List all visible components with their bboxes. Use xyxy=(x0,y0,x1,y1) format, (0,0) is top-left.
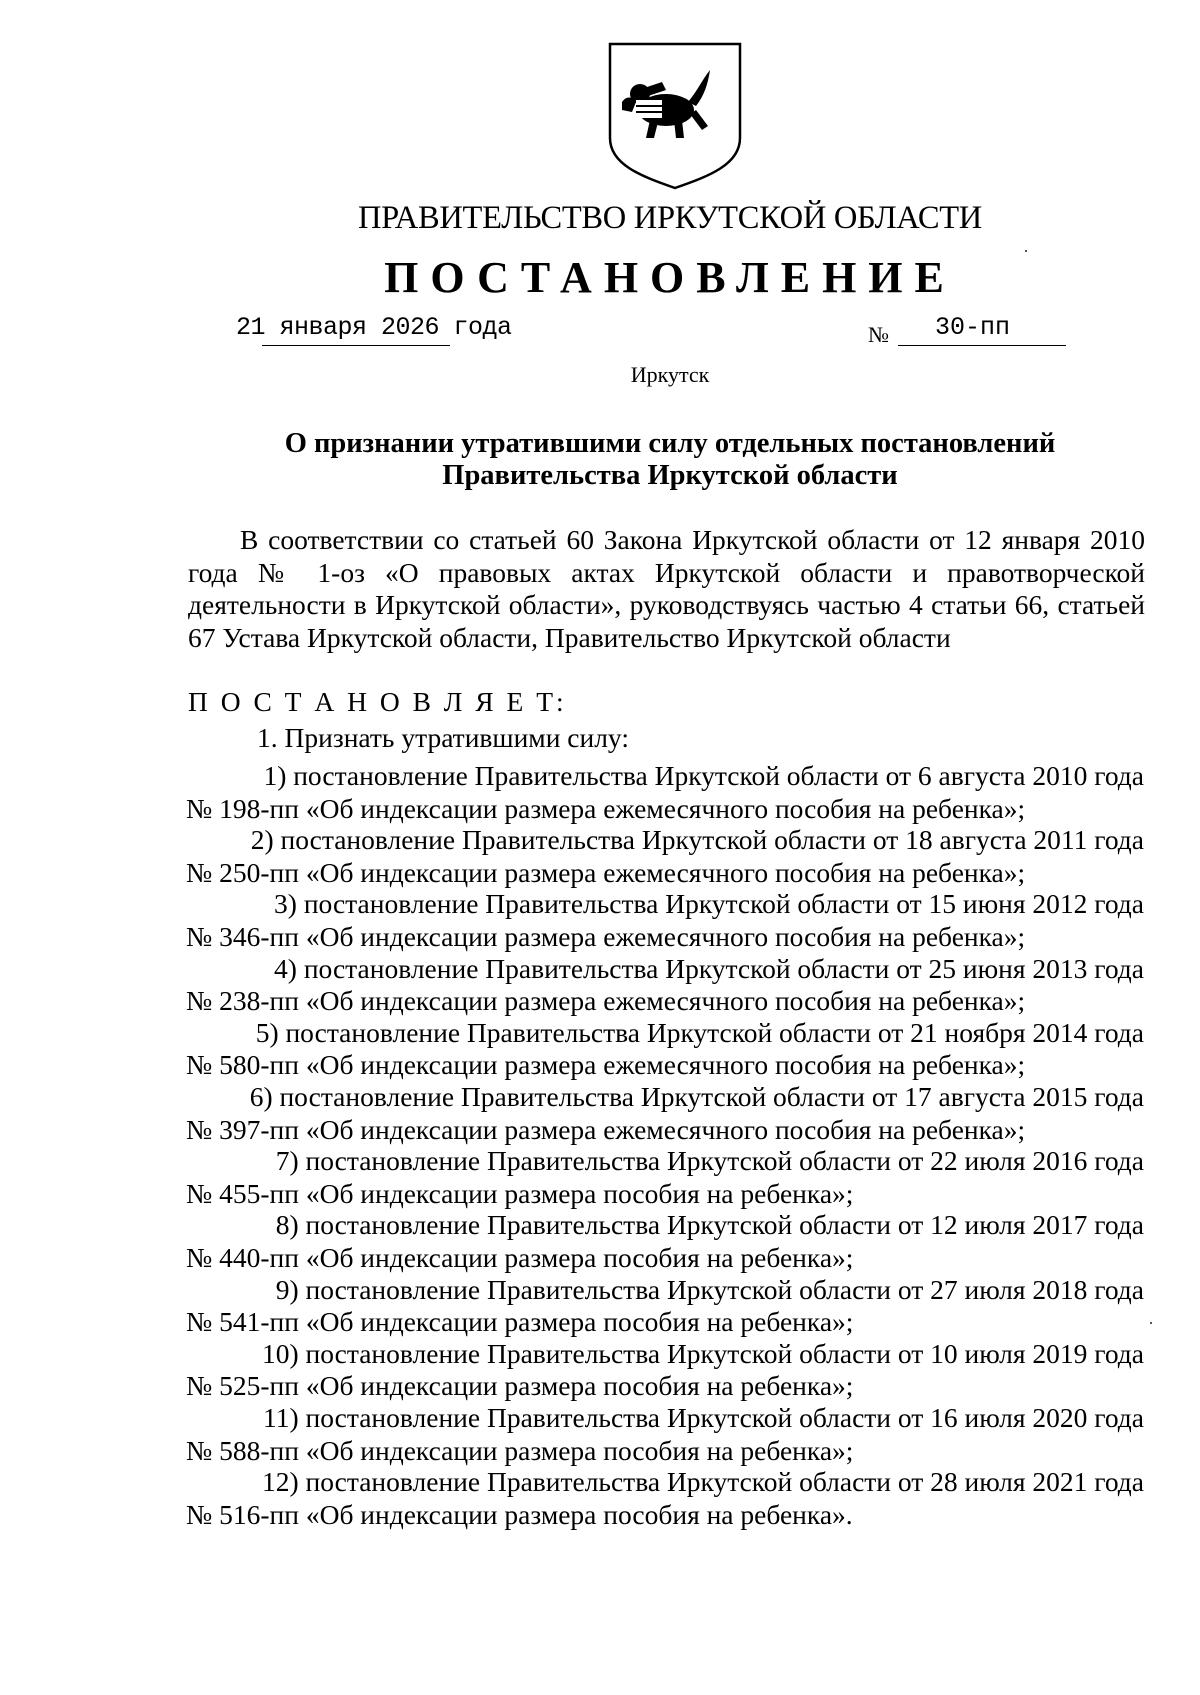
list-item-line-1: 12) постановление Правительства Иркутской области от 28 июля 2021 года xyxy=(261,1466,1144,1498)
intro-paragraph: В соответствии со статьей 60 Закона Иркутской области от 12 января 2010 года № 1-оз «О правовых актах Иркутской области и правотворческой деятельности в Иркутской области», руководствуясь частью 4 статьи 66, статьей 67 Устава Иркутской области, Правительство Иркутской области xyxy=(188,524,1145,653)
document-title xyxy=(0,428,1200,492)
list-item-line-1: 7) постановление Правительства Иркутской области от 22 июля 2016 года xyxy=(275,1145,1144,1177)
scan-speck xyxy=(1150,1322,1152,1324)
list-item-line-1: 8) постановление Правительства Иркутской области от 12 июля 2017 года xyxy=(275,1209,1144,1241)
number-sign: № xyxy=(868,322,889,347)
list-item-line-2: № 397-пп «Об индексации размера ежемесячного пособия на ребенка»; xyxy=(186,1113,1026,1145)
list-item-line-1: 10) постановление Правительства Иркутской области от 10 июля 2019 года xyxy=(261,1337,1144,1369)
list-item-line-2: № 198-пп «Об индексации размера ежемесячного пособия на ребенка»; xyxy=(186,792,1026,824)
list-item-line-2: № 588-пп «Об индексации размера пособия на ребенка»; xyxy=(186,1434,854,1466)
date-underline xyxy=(262,345,450,346)
list-item-line-2: № 525-пп «Об индексации размера пособия на ребенка»; xyxy=(186,1370,854,1402)
organization-name: ПРАВИТЕЛЬСТВО ИРКУТСКОЙ ОБЛАСТИ xyxy=(358,200,982,236)
list-item-line-1: 9) постановление Правительства Иркутской области от 27 июля 2018 года xyxy=(275,1273,1144,1305)
title-line-1: О признании утратившими силу отдельных постановлений xyxy=(284,428,1056,459)
document-number: 30-пп xyxy=(935,313,1011,342)
title-line-2: Правительства Иркутской области xyxy=(442,460,898,491)
list-item-line-1: 4) постановление Правительства Иркутской области от 25 июня 2013 года xyxy=(274,952,1144,984)
document-date: 21 января 2026 года xyxy=(236,313,512,342)
list-item-line-1: 11) постановление Правительства Иркутской области от 16 июля 2020 года xyxy=(263,1402,1144,1433)
scan-speck xyxy=(1025,250,1027,252)
list-item-line-1: 1) постановление Правительства Иркутской области от 6 августа 2010 года xyxy=(263,760,1144,791)
list-item-line-2: № 346-пп «Об индексации размера ежемесячного пособия на ребенка»; xyxy=(186,920,1026,952)
decree-word: П О С Т А Н О В Л Я Е Т: xyxy=(188,686,567,717)
list-item-line-2: № 455-пп «Об индексации размера пособия на ребенка»; xyxy=(186,1177,854,1209)
list-item-line-1: 2) постановление Правительства Иркутской области от 18 августа 2011 года xyxy=(250,824,1144,856)
list-item-line-2: № 516-пп «Об индексации размера пособия на ребенка». xyxy=(186,1498,853,1530)
list-item-line-1: 6) постановление Правительства Иркутской области от 17 августа 2015 года xyxy=(249,1081,1144,1112)
document-type: ПОСТАНОВЛЕНИЕ xyxy=(384,253,956,302)
list-item-line-2: № 440-пп «Об индексации размера пособия на ребенка»; xyxy=(186,1241,854,1273)
list-item-line-2: № 250-пп «Об индексации размера ежемесячного пособия на ребенка»; xyxy=(186,856,1026,888)
coat-of-arms-icon xyxy=(606,40,744,190)
number-underline xyxy=(898,345,1066,346)
list-item-line-2: № 580-пп «Об индексации размера ежемесячного пособия на ребенка»; xyxy=(186,1049,1026,1081)
point-1: 1. Признать утратившими силу: xyxy=(257,722,629,753)
list-item-line-1: 3) постановление Правительства Иркутской области от 15 июня 2012 года xyxy=(274,888,1144,920)
list-item-line-2: № 541-пп «Об индексации размера пособия на ребенка»; xyxy=(186,1306,854,1338)
list-item-line-2: № 238-пп «Об индексации размера ежемесячного пособия на ребенка»; xyxy=(186,985,1026,1017)
city: Иркутск xyxy=(630,362,710,387)
list-item-line-1: 5) постановление Правительства Иркутской области от 21 ноября 2014 года xyxy=(255,1016,1144,1048)
